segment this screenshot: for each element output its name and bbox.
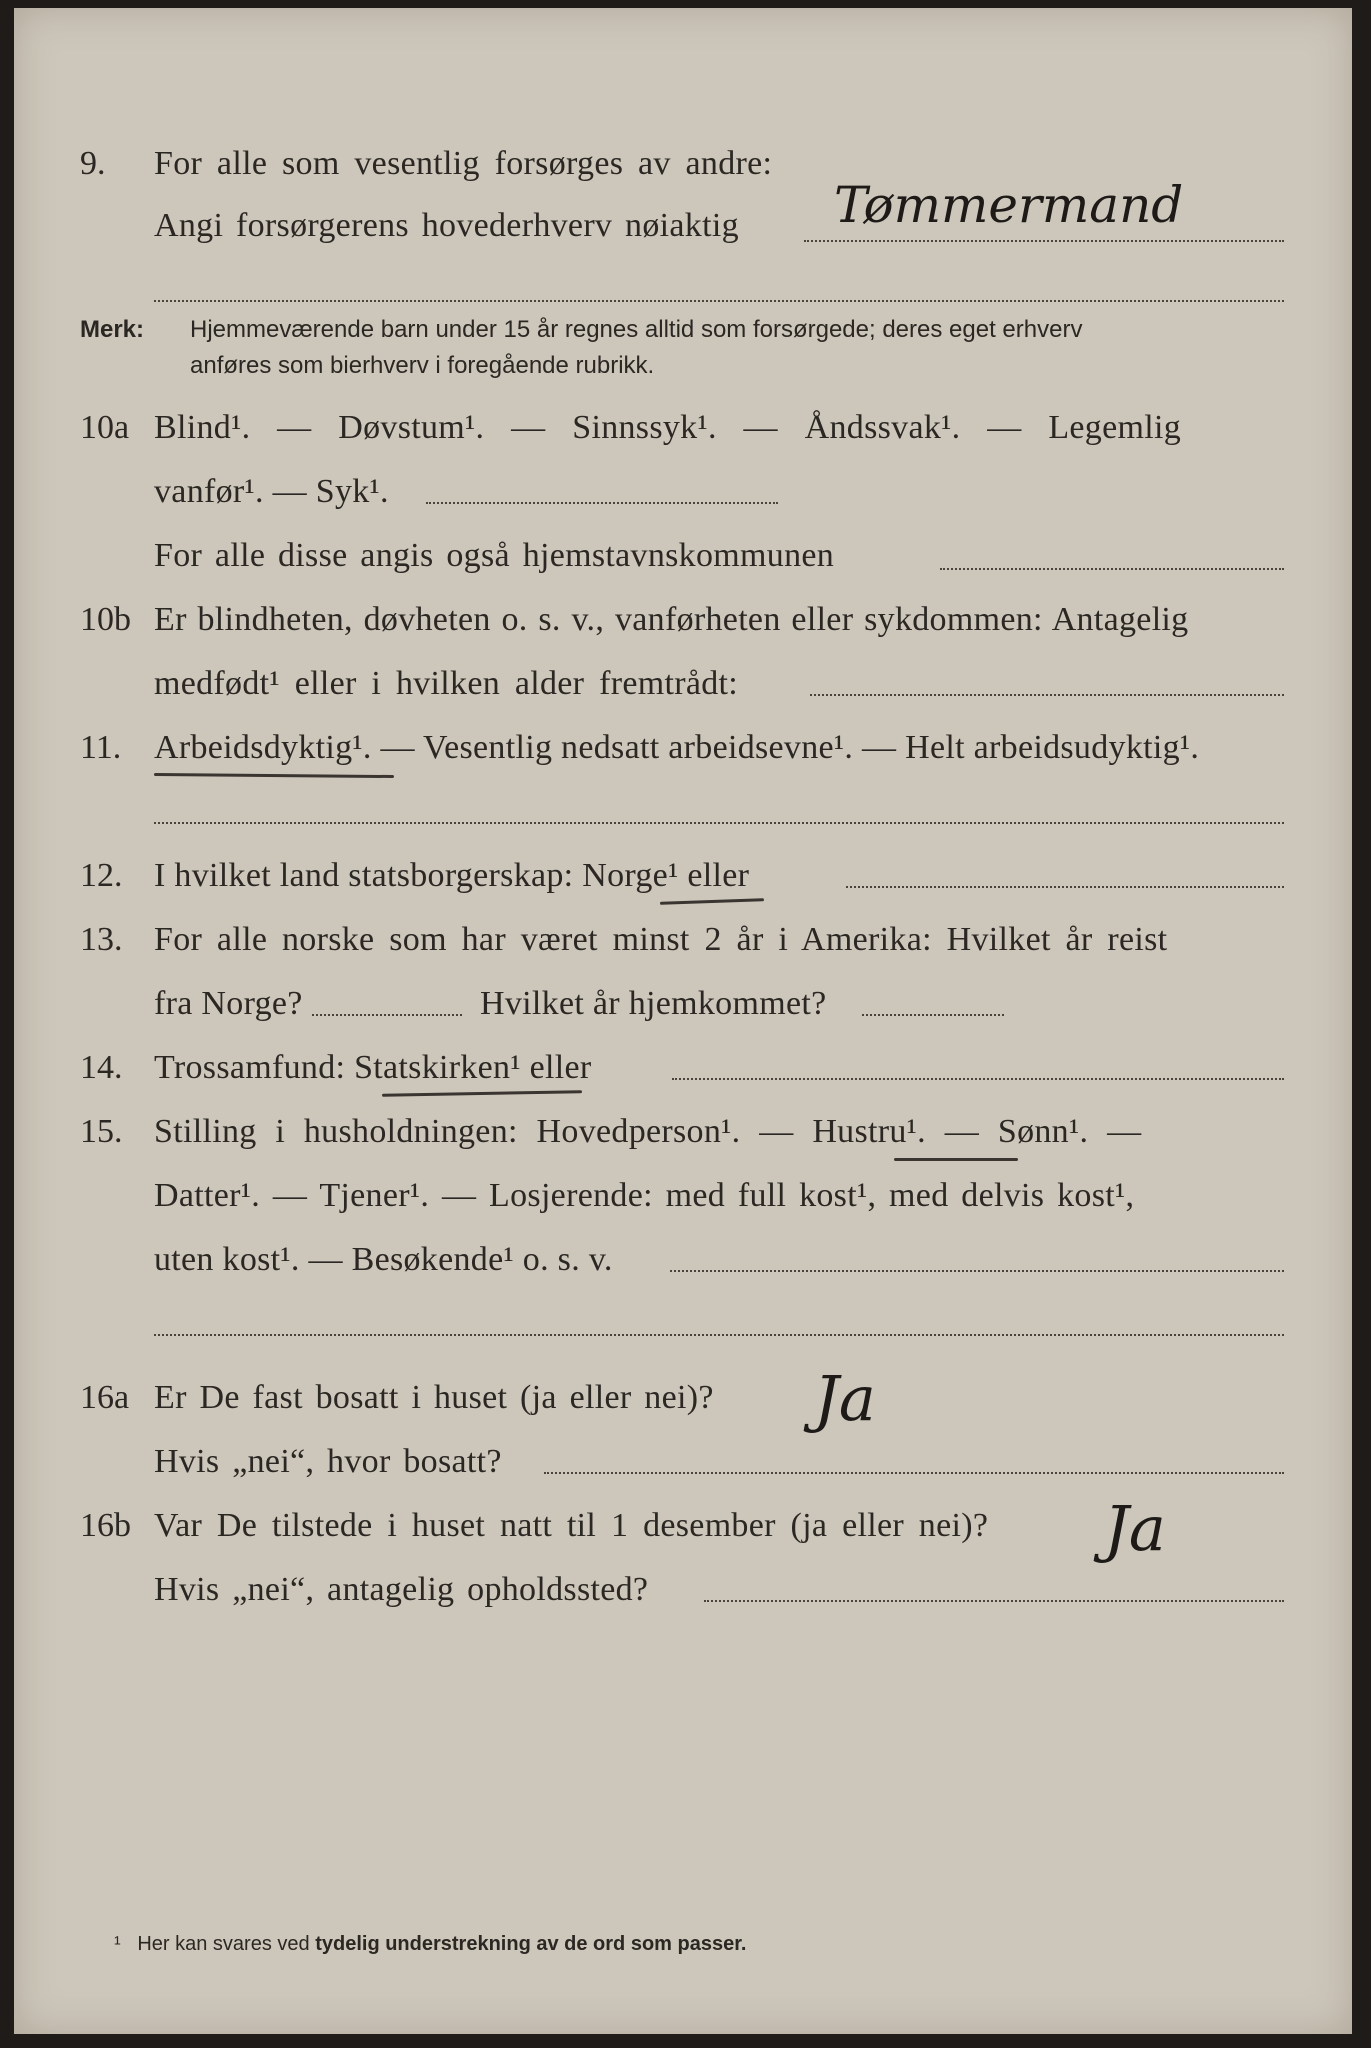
footnote-text-plain: Her kan svares ved [137, 1933, 310, 1955]
q16a-line2: Hvis „nei“, hvor bosatt? [154, 1443, 502, 1480]
q11-underline-mark [154, 773, 394, 778]
q9-handwritten-answer: Tømmermand [834, 176, 1184, 234]
q16b-number: 16b [80, 1507, 131, 1544]
q12-underline-mark [660, 898, 764, 905]
q10a-line3: For alle disse angis også hjemstavnskommunen [154, 537, 835, 574]
merk-line2: anføres som bierhverv i foregående rubrikk. [190, 352, 655, 379]
q10a-line2: vanfør¹. — Syk¹. [154, 473, 389, 510]
merk-line1: Hjemmeværende barn under 15 år regnes alltid som forsørgede; deres eget erhverv [190, 316, 1083, 343]
q9-number: 9. [80, 145, 106, 182]
q13-line1: For alle norske som har været minst 2 år i Amerika: Hvilket år reist [154, 921, 1168, 958]
q16a-line1: Er De fast bosatt i huset (ja eller nei)? [154, 1379, 714, 1416]
q11-number: 11. [80, 729, 122, 766]
q15-underline-mark [894, 1158, 1018, 1161]
q9-line1: For alle som vesentlig forsørges av andre: [154, 145, 773, 182]
q15-number: 15. [80, 1113, 123, 1150]
q14-underline-mark [382, 1090, 582, 1096]
q14-number: 14. [80, 1049, 123, 1086]
q10b-number: 10b [80, 601, 131, 638]
q10b-line2: medfødt¹ eller i hvilken alder fremtrådt: [154, 665, 739, 702]
census-form-page [14, 8, 1352, 2034]
q14-line1: Trossamfund: Statskirken¹ eller [154, 1049, 592, 1086]
q15-line2: Datter¹. — Tjener¹. — Losjerende: med full kost¹, med delvis kost¹, [154, 1177, 1135, 1214]
q10a-number: 10a [80, 409, 130, 446]
q16a-number: 16a [80, 1379, 130, 1416]
q16b-line2: Hvis „nei“, antagelig opholdssted? [154, 1571, 649, 1608]
footnote-text-bold: tydelig understrekning av de ord som passer. [315, 1933, 747, 1955]
q13-line2b: Hvilket år hjemkommet? [480, 985, 827, 1022]
q16a-handwritten-answer: Ja [814, 1362, 876, 1435]
footnote-marker: ¹ [114, 1933, 121, 1955]
q10a-line1: Blind¹. — Døvstum¹. — Sinnssyk¹. — Åndssvak¹. — Legemlig [154, 409, 1182, 446]
q9-answer-line [804, 240, 1284, 242]
q15-line1: Stilling i husholdningen: Hovedperson¹. — Hustru¹. — Sønn¹. — [154, 1113, 1142, 1150]
q9-line2: Angi forsørgerens hovederhverv nøiaktig [154, 207, 739, 244]
q9-extra-line [154, 300, 1284, 302]
q12-number: 12. [80, 857, 123, 894]
q12-line1: I hvilket land statsborgerskap: Norge¹ eller [154, 857, 750, 894]
q16b-handwritten-answer: Ja [1104, 1492, 1166, 1565]
q16b-line1: Var De tilstede i huset natt til 1 desember (ja eller nei)? [154, 1507, 989, 1544]
q15-line3: uten kost¹. — Besøkende¹ o. s. v. [154, 1241, 613, 1278]
q10b-line1: Er blindheten, døvheten o. s. v., vanførheten eller sykdommen: Antagelig [154, 601, 1189, 638]
q13-number: 13. [80, 921, 123, 958]
q13-line2a: fra Norge? [154, 985, 303, 1022]
q11-line1: Arbeidsdyktig¹. — Vesentlig nedsatt arbeidsevne¹. — Helt arbeidsudyktig¹. [154, 729, 1200, 766]
footnote [114, 1933, 746, 1956]
merk-label: Merk: [80, 316, 145, 343]
